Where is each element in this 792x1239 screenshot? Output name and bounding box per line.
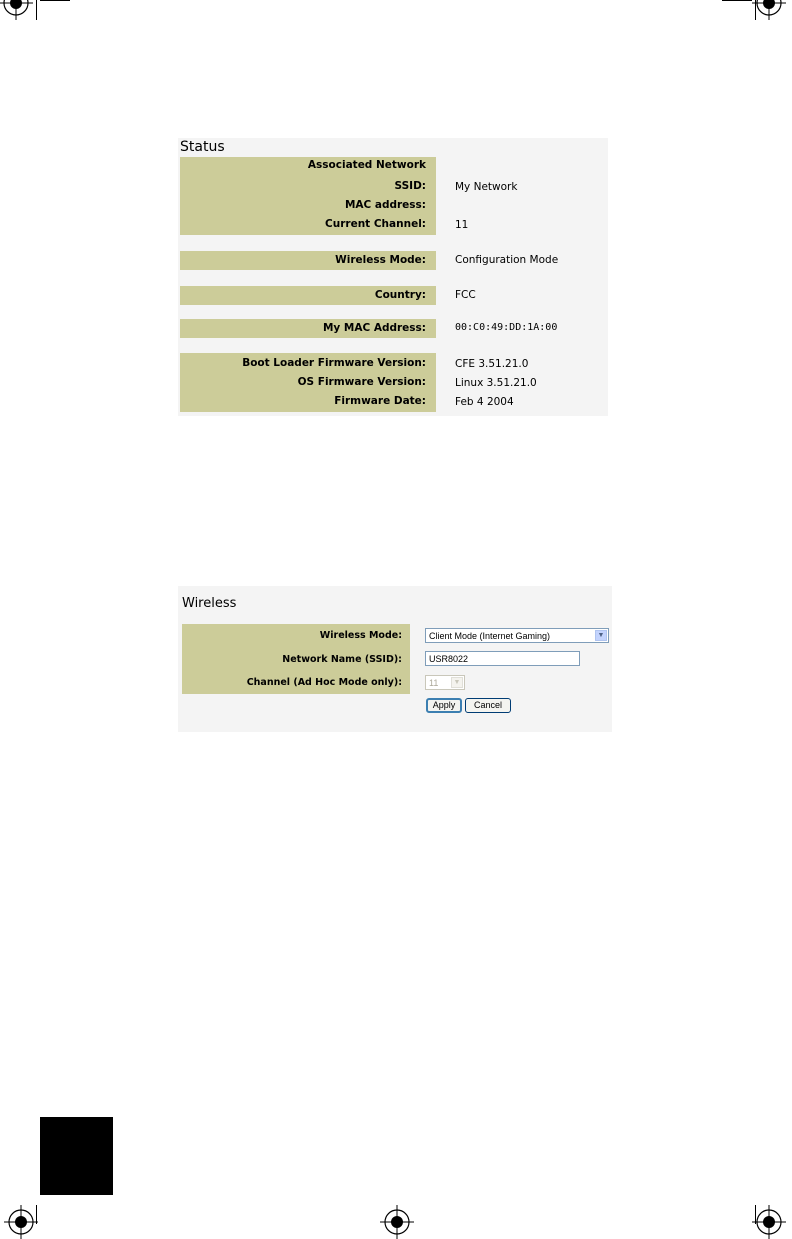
registration-mark-icon [380,1205,414,1239]
current-channel-value: 11 [455,219,469,231]
wireless-mode-label: Wireless Mode: [180,251,436,270]
os-firmware-label: OS Firmware Version: [297,376,426,388]
my-mac-address-value: 00:C0:49:DD:1A:00 [455,322,558,333]
firmware-date-label: Firmware Date: [334,395,426,407]
boot-loader-firmware-label: Boot Loader Firmware Version: [242,357,426,369]
ssid-label: SSID: [394,180,426,192]
wireless-mode-value: Configuration Mode [455,254,559,266]
wireless-mode-selected: Client Mode (Internet Gaming) [429,631,551,641]
country-label: Country: [180,286,436,305]
status-title: Status [180,139,225,155]
trim-mark [40,0,70,1]
wireless-mode-field-label: Wireless Mode: [319,630,402,641]
apply-button[interactable]: Apply [426,698,462,713]
trim-mark [722,0,752,1]
associated-network-header: Associated Network [307,159,426,171]
chevron-down-icon[interactable]: ▼ [451,677,463,688]
mac-address-label: MAC address: [344,199,426,211]
ssid-value: My Network [455,181,518,193]
boot-loader-firmware-value: CFE 3.51.21.0 [455,358,529,370]
wireless-mode-select[interactable] [425,628,609,643]
channel-selected: 11 [429,678,439,688]
trim-mark [755,1205,756,1224]
network-name-input[interactable]: USR8022 [425,651,580,666]
trim-mark [755,0,756,20]
trim-mark [36,0,37,20]
registration-mark-icon [752,1205,786,1239]
page-tab-block [40,1117,113,1195]
firmware-date-value: Feb 4 2004 [455,396,514,408]
my-mac-address-label: My MAC Address: [180,319,436,338]
country-value: FCC [455,289,476,301]
registration-mark-icon [4,1205,38,1239]
chevron-down-icon[interactable]: ▼ [595,630,607,641]
channel-select[interactable] [425,675,465,690]
channel-field-label: Channel (Ad Hoc Mode only): [246,677,402,688]
cancel-button[interactable]: Cancel [465,698,511,713]
trim-mark [36,1205,37,1224]
network-name-field-label: Network Name (SSID): [282,654,402,665]
wireless-title: Wireless [182,596,237,611]
registration-mark-icon [752,0,786,20]
registration-mark-icon [0,0,33,20]
current-channel-label: Current Channel: [325,218,426,230]
os-firmware-value: Linux 3.51.21.0 [455,377,537,389]
